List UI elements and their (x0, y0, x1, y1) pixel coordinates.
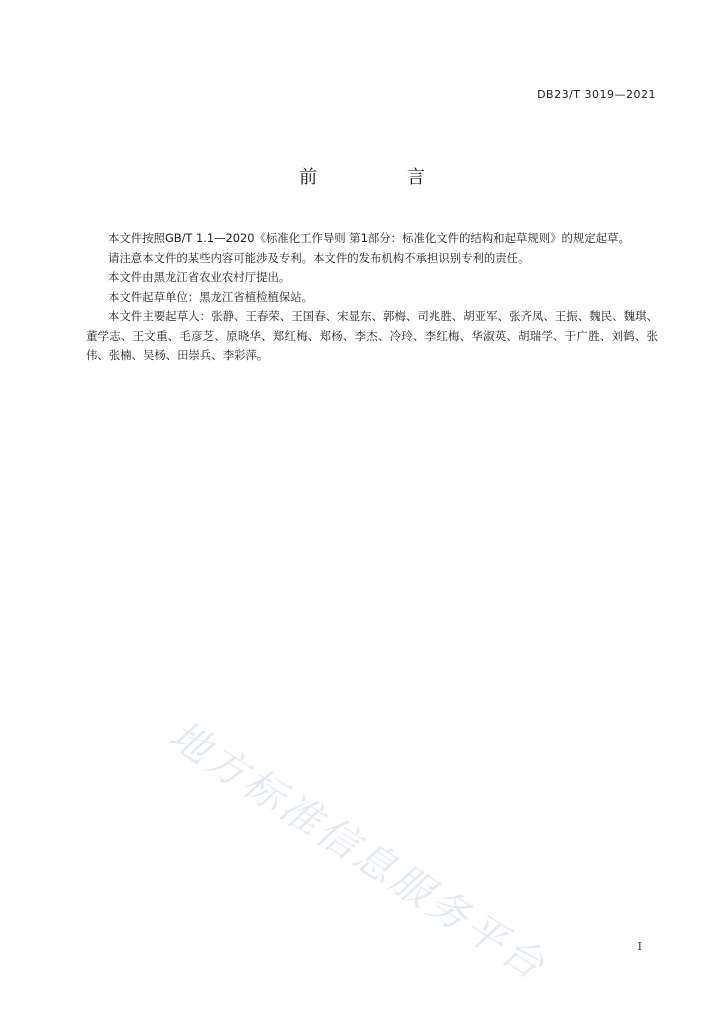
paragraph-patent-notice: 请注意本文件的某些内容可能涉及专利。本文件的发布机构不承担识别专利的责任。 (108, 250, 530, 265)
paragraph-proposer: 本文件由黑龙江省农业农村厅提出。 (108, 270, 291, 284)
paragraph-drafters: 本文件主要起草人：张静、王春荣、王国春、宋显东、郭梅、司兆胜、胡亚军、张齐凤、王振、魏民、魏琪、董学志、王文重、毛彦芝、原晓华、郑红梅、郑杨、李杰、冷玲、李红梅、华淑英、胡瑞学、于广胜、刘鹤、张伟、张楠、吴杨、田崇兵、李彩萍。 (86, 309, 658, 362)
foreword-body (86, 229, 658, 366)
watermark: 地方标准信息服务平台 (160, 712, 555, 991)
paragraph-drafting-unit: 本文件起草单位：黑龙江省植检植保站。 (108, 289, 314, 304)
standard-code: DB23/T 3019—2021 (537, 88, 656, 101)
paragraph-drafting-rules: 本文件按照GB/T 1.1—2020《标准化工作导则 第1部分：标准化文件的结构和起草规则》的规定起草。 (108, 231, 630, 245)
page-number: I (637, 940, 642, 953)
section-heading: 前 言 (299, 167, 467, 188)
